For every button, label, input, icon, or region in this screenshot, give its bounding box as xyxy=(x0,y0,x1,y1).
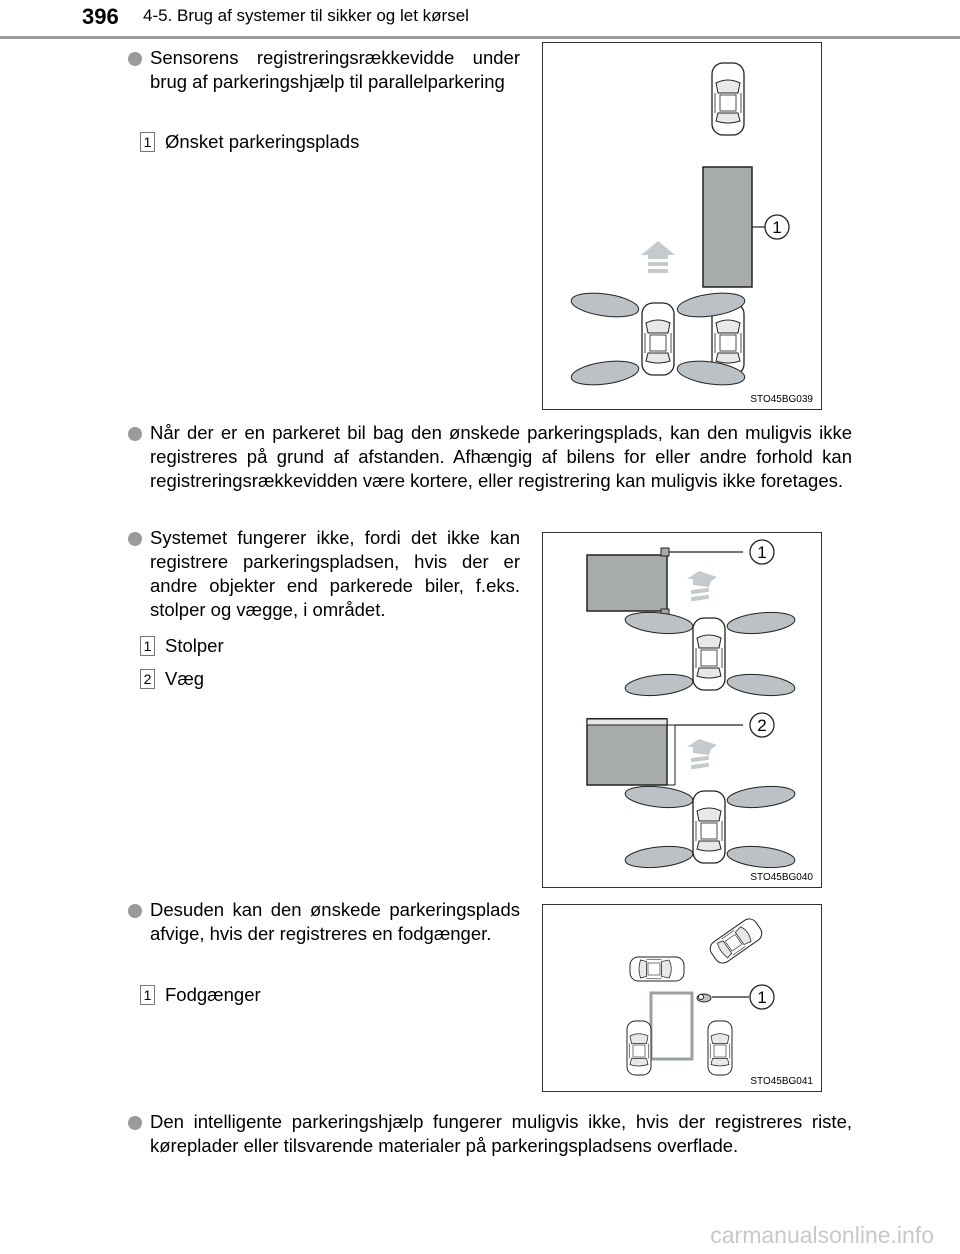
page-number: 396 xyxy=(82,4,119,29)
legend-label: Fodgænger xyxy=(165,984,261,1005)
figure-code: STO45BG040 xyxy=(750,872,813,883)
legend-number: 1 xyxy=(140,636,155,656)
bullet-icon xyxy=(128,1116,142,1130)
legend-row xyxy=(140,983,261,1007)
legend-label: Stolper xyxy=(165,635,224,656)
legend-label: Ønsket parkeringsplads xyxy=(165,131,360,152)
figure-pedestrian xyxy=(542,904,822,1092)
section4-text: Desuden kan den ønskede parkeringsplads afvige, hvis der registreres en fodgænger. xyxy=(150,899,520,944)
bullet-icon xyxy=(128,52,142,66)
legend-row xyxy=(140,130,359,154)
bullet-icon xyxy=(128,904,142,918)
legend-row xyxy=(140,667,204,691)
watermark: carmanualsonline.info xyxy=(710,1222,934,1248)
figure-parallel-parking xyxy=(542,42,822,410)
callout-number: 1 xyxy=(757,543,767,562)
figure-code: STO45BG039 xyxy=(750,394,813,405)
section2-text: Når der er en parkeret bil bag den ønskede parkeringsplads, kan den muligvis ikke registreres på grund af afstanden. Afhængig af bilens for eller andre forhold kan registreringsrækkevidden være kortere, eller registrering kan muligvis ikke foretages. xyxy=(150,422,852,491)
callout-number: 2 xyxy=(757,716,767,735)
callout-number: 1 xyxy=(772,218,782,237)
legend-number: 1 xyxy=(140,132,155,152)
legend-number: 2 xyxy=(140,669,155,689)
section3-text: Systemet fungerer ikke, fordi det ikke kan registrere parkeringspladsen, hvis der er andre objekter end parkerede biler, f.eks. stolper og vægge, i området. xyxy=(150,527,520,620)
chapter-title: 4-5. Brug af systemer til sikker og let kørsel xyxy=(143,6,469,25)
bullet-icon xyxy=(128,427,142,441)
bullet-icon xyxy=(128,532,142,546)
section1-text: Sensorens registreringsrækkevidde under brug af parkeringshjælp til parallelparkering xyxy=(150,47,520,92)
figure-obstacles xyxy=(542,532,822,888)
callout-number: 1 xyxy=(757,988,767,1007)
legend-number: 1 xyxy=(140,985,155,1005)
section5-text: Den intelligente parkeringshjælp fungerer muligvis ikke, hvis der registreres riste, køreplader eller tilsvarende materialer på parkeringspladsens overflade. xyxy=(150,1111,852,1156)
header-rule xyxy=(0,36,960,39)
legend-row xyxy=(140,634,224,658)
figure-code: STO45BG041 xyxy=(750,1076,813,1087)
legend-label: Væg xyxy=(165,668,205,689)
parking-space xyxy=(703,167,752,287)
